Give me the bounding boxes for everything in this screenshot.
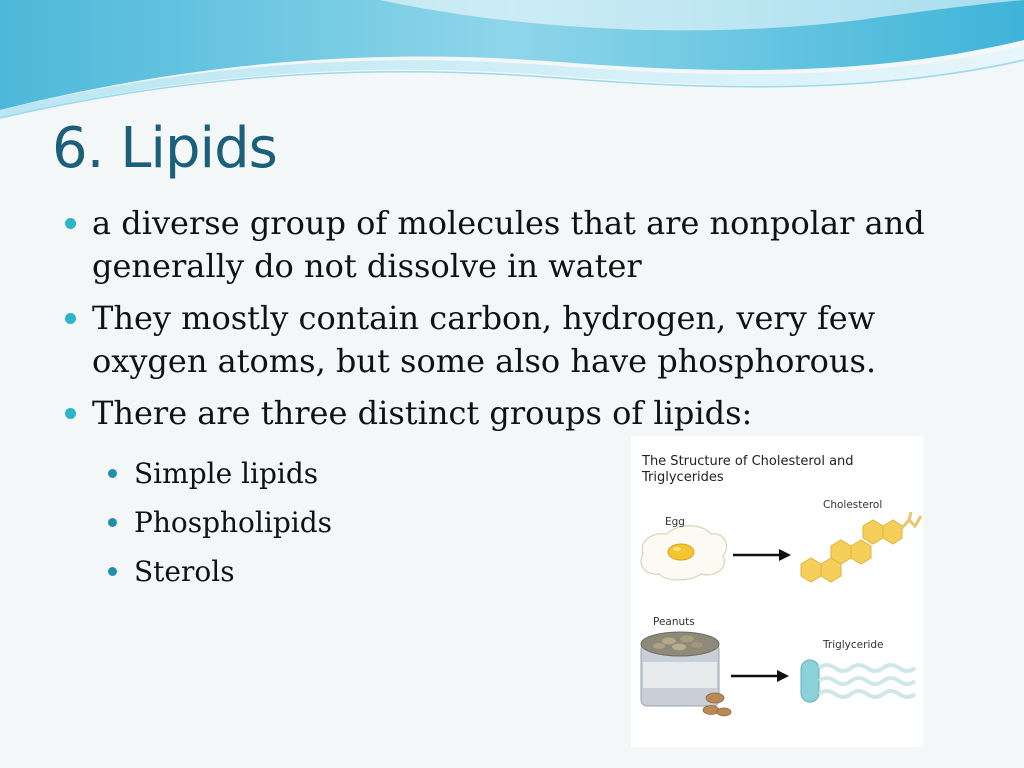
bullet-text: There are three distinct groups of lipids: <box>92 394 753 432</box>
bullet-text: a diverse group of molecules that are nonpolar and generally do not dissolve in water <box>92 204 925 285</box>
figure-title: The Structure of Cholesterol and Triglycerides <box>642 454 854 485</box>
bullet-dot-icon <box>65 408 76 419</box>
cholesterol-tail-icon <box>902 516 921 528</box>
triglyceride-label: Triglyceride <box>823 639 884 651</box>
sub-bullet-text: Simple lipids <box>134 457 319 490</box>
bullet-dot-icon <box>65 218 76 229</box>
cholesterol-label: Cholesterol <box>823 499 883 511</box>
egg-label: Egg <box>665 516 685 528</box>
bullet-item <box>60 297 940 383</box>
slide-title: 6. Lipids <box>52 116 277 181</box>
bullet-item <box>60 392 940 435</box>
bullet-text: They mostly contain carbon, hydrogen, very few oxygen atoms, but some also have phosphorous. <box>92 299 877 380</box>
egg-icon <box>641 526 727 580</box>
bullet-dot-icon <box>65 313 76 324</box>
bullet-list <box>60 202 940 444</box>
peanuts-label: Peanuts <box>653 616 695 628</box>
lipid-structure-figure <box>631 436 923 747</box>
sub-bullet-item <box>106 498 332 547</box>
cholesterol-molecule-icon <box>801 520 902 582</box>
sub-bullet-text: Phospholipids <box>134 506 332 539</box>
triglyceride-molecule-icon <box>801 660 915 702</box>
sub-bullet-text: Sterols <box>134 555 235 588</box>
arrow-right-icon <box>731 670 789 682</box>
sub-bullet-item <box>106 449 332 498</box>
sub-bullet-dot-icon <box>108 469 117 478</box>
header-wave-decoration <box>0 0 1024 130</box>
sub-bullet-dot-icon <box>108 518 117 527</box>
arrow-right-icon <box>733 549 791 561</box>
sub-bullet-list <box>106 449 332 596</box>
sub-bullet-dot-icon <box>108 567 117 576</box>
bullet-item <box>60 202 940 288</box>
sub-bullet-item <box>106 547 332 596</box>
